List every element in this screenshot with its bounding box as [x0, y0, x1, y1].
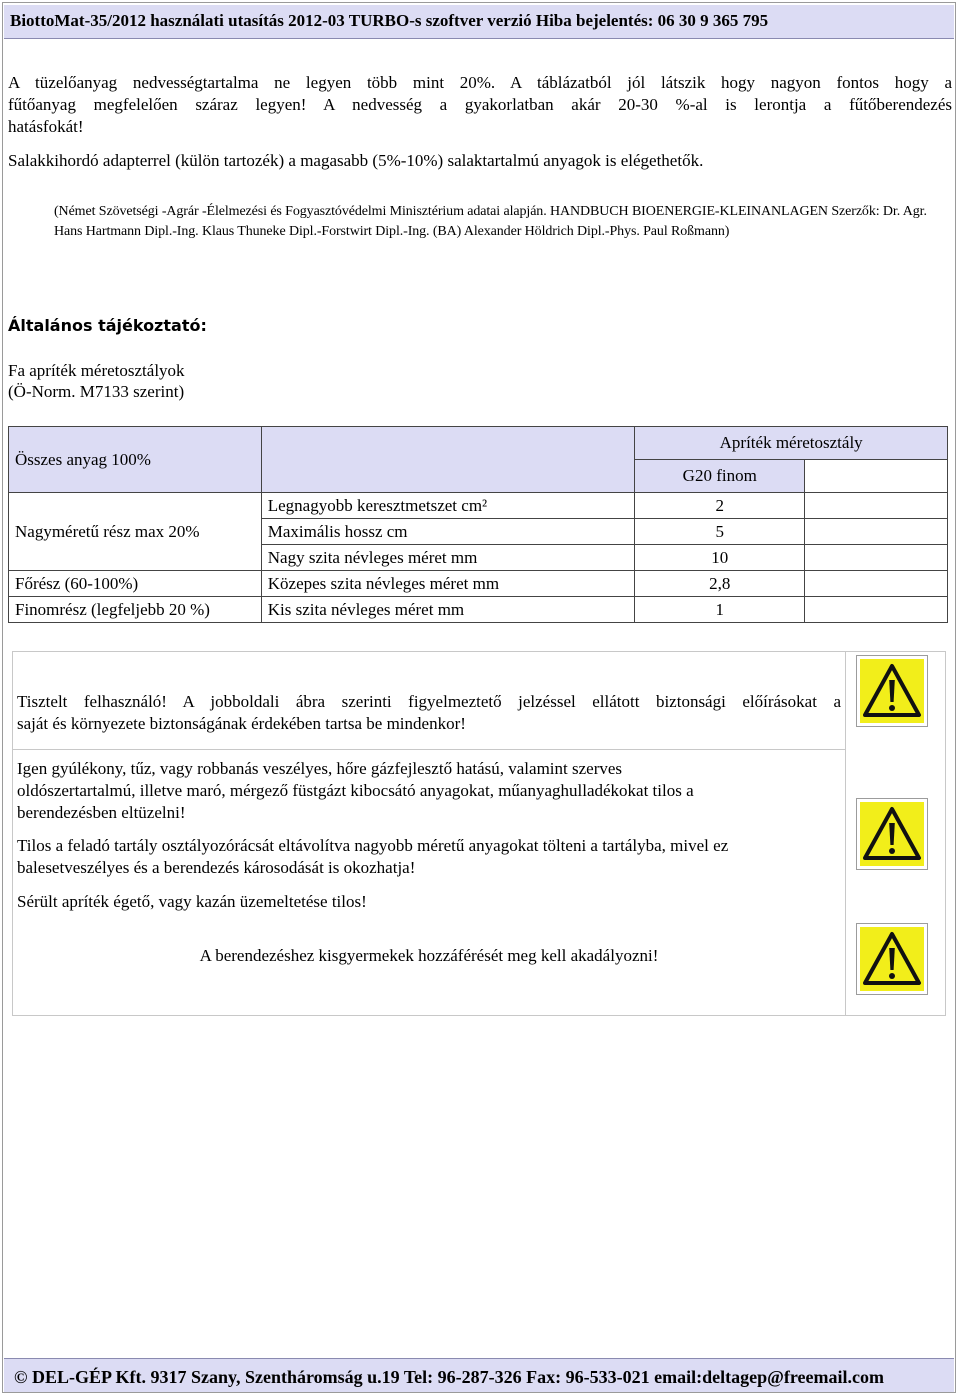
empty-header-cell	[261, 427, 635, 493]
header-title: BiottoMat-35/2012 használati utasítás 2012-03 TURBO-s szoftver verzió Hiba bejelentés: 06 30 9 365 795	[10, 11, 769, 30]
grate-line-2: balesetveszélyes és a berendezés károsodását is okozhatja!	[17, 858, 416, 877]
empty-cell	[805, 545, 948, 571]
hazard-warning	[17, 758, 841, 824]
hazard-line-3: berendezésben eltüzelni!	[17, 803, 186, 822]
param-cell: Kis szita névleges méret mm	[261, 597, 635, 623]
empty-cell	[805, 571, 948, 597]
footer-contact: © DEL-GÉP Kft. 9317 Szany, Szentháromság u.19 Tel: 96-287-326 Fax: 96-533-021 email:deltagep@freemail.com	[14, 1367, 884, 1387]
warning-sign-icon	[856, 798, 928, 870]
value-cell: 1	[635, 597, 805, 623]
main-fraction-label: Főrész (60-100%)	[9, 571, 262, 597]
param-cell: Közepes szita névleges méret mm	[261, 571, 635, 597]
grate-line-1: Tilos a feladó tartály osztályozórácsát eltávolítva nagyobb méretű anyagokat tölteni a tartályba, mivel ez	[17, 836, 729, 855]
damaged-warning: Sérült apríték égető, vagy kazán üzemeltetése tilos!	[17, 892, 367, 911]
empty-cell	[805, 493, 948, 519]
table-row	[9, 493, 948, 519]
safety-warnings-box	[12, 651, 946, 1016]
value-cell: 2,8	[635, 571, 805, 597]
children-warning: A berendezéshez kisgyermekek hozzáférését meg kell akadályozni!	[199, 946, 659, 965]
hazard-line-1: Igen gyúlékony, tűz, vagy robbanás veszélyes, hőre gázfejlesztő hatású, valamint szerves	[17, 759, 623, 778]
section-heading: Általános tájékoztató:	[8, 316, 207, 335]
param-cell: Nagy szita névleges méret mm	[261, 545, 635, 571]
empty-cell	[805, 519, 948, 545]
greeting-line-2: saját és környezete biztonságának érdekében tartsa be mindenkor!	[17, 714, 466, 733]
size-class-header: Apríték méretosztály	[635, 427, 948, 460]
table-row	[9, 571, 948, 597]
moisture-line-1: A tüzelőanyag nedvességtartalma ne legyen több mint 20%. A táblázatból jól látszik hogy nagyon fontos hogy a	[8, 73, 952, 92]
document-header	[4, 5, 954, 39]
grate-warning	[17, 835, 841, 879]
value-cell: 10	[635, 545, 805, 571]
greeting-line-1: Tisztelt felhasználó! A jobboldali ábra szerinti figyelmeztető jelzéssel ellátott biztonsági előírásokat a	[17, 692, 841, 711]
total-material-cell: Összes anyag 100%	[9, 427, 262, 493]
greeting-warning	[17, 691, 841, 735]
fine-fraction-label: Finomrész (legfeljebb 20 %)	[9, 597, 262, 623]
hazard-line-2: oldószertartalmú, illetve maró, mérgező füstgázt kibocsátó anyagokat, műanyaghulladékokat tilos a	[17, 781, 694, 800]
value-cell: 2	[635, 493, 805, 519]
value-cell: 5	[635, 519, 805, 545]
table-row	[9, 597, 948, 623]
moisture-line-3: hatásfokát!	[8, 117, 84, 136]
param-cell: Legnagyobb keresztmetszet cm²	[261, 493, 635, 519]
moisture-paragraph	[8, 72, 952, 138]
oversize-label: Nagyméretű rész max 20%	[9, 493, 262, 571]
empty-cell	[805, 597, 948, 623]
table-caption	[8, 360, 185, 402]
warnings-divider	[13, 749, 845, 750]
warnings-column-divider	[845, 652, 846, 1015]
warning-sign-icon	[856, 923, 928, 995]
slag-paragraph: Salakkihordó adapterrel (külön tartozék) a magasabb (5%-10%) salaktartalmú anyagok is elégethetők.	[8, 151, 704, 170]
reference-note: (Német Szövetségi -Agrár -Élelmezési és Fogyasztóvédelmi Minisztérium adatai alapján. HANDBUCH BIOENERGIE-KLEINANLAGEN Szerzők: Dr. Agr. Hans Hartmann Dipl.-Ing. Klaus Thuneke Dipl.-Forstwirt Dipl.-Ing. (BA) Alexander Höldrich Dipl.-Phys. Paul Roßmann)	[54, 204, 927, 239]
moisture-line-2: fűtőanyag megfelelően száraz legyen! A nedvesség a gyakorlatban akár 20-30 %-al is lerontja a fűtőberendezés	[8, 95, 952, 114]
document-footer	[4, 1358, 954, 1392]
table-caption-line-2: (Ö-Norm. M7133 szerint)	[8, 382, 185, 401]
size-class-table	[8, 426, 948, 623]
class-g20-header: G20 finom	[635, 460, 805, 493]
param-cell: Maximális hossz cm	[261, 519, 635, 545]
warning-sign-icon	[856, 655, 928, 727]
table-caption-line-1: Fa apríték méretosztályok	[8, 361, 185, 380]
empty-class-cell	[805, 460, 948, 493]
